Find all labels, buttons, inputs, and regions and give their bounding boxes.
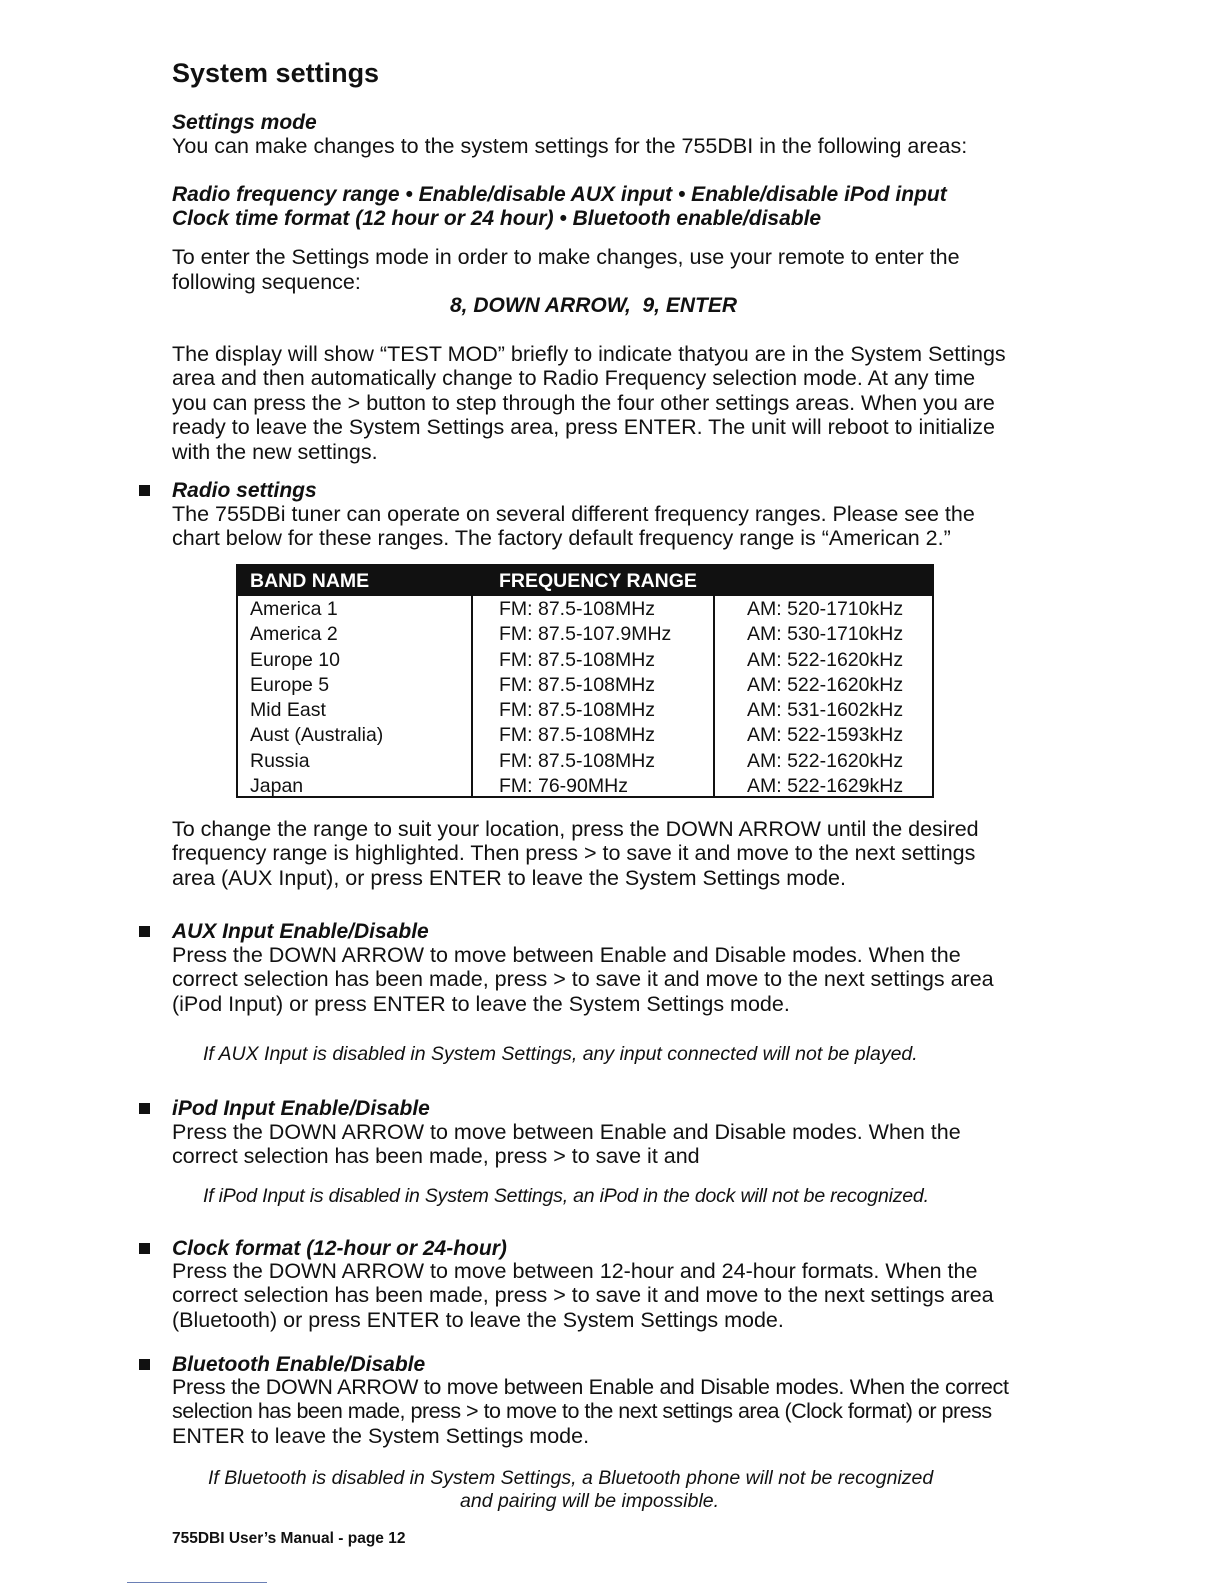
table-row <box>238 673 932 698</box>
clock-paragraph <box>172 1259 994 1332</box>
aux-paragraph <box>172 943 994 1016</box>
am-cell: AM: 522-1620kHz <box>747 673 904 696</box>
paragraph-line: ENTER to leave the System Settings mode. <box>172 1423 590 1448</box>
band-cell: America 2 <box>250 623 338 646</box>
enter-instructions-line-1: To enter the Settings mode in order to make changes, use your remote to enter the <box>172 245 960 269</box>
bullet-square-icon <box>139 926 150 937</box>
column-header-frequency-range: FREQUENCY RANGE <box>499 570 697 592</box>
key-sequence: 8, DOWN ARROW, 9, ENTER <box>450 294 738 317</box>
paragraph-line: Press the DOWN ARROW to move between 12-hour and 24-hour formats. When the <box>172 1259 978 1283</box>
paragraph-line: area (AUX Input), or press ENTER to leave the System Settings mode. <box>172 865 846 890</box>
radio-settings-heading: Radio settings <box>172 479 317 502</box>
fm-cell: FM: 87.5-108MHz <box>499 749 656 772</box>
fm-cell: FM: 87.5-108MHz <box>499 724 656 747</box>
am-cell: AM: 530-1710kHz <box>747 623 904 646</box>
paragraph-line: To change the range to suit your location, press the DOWN ARROW until the desired <box>172 817 979 841</box>
paragraph-line: The 755DBi tuner can operate on several different frequency ranges. Please see the <box>172 502 975 526</box>
table-header <box>238 566 932 596</box>
table-row <box>238 622 932 647</box>
paragraph-line: frequency range is highlighted. Then press > to save it and move to the next settings <box>172 841 976 866</box>
aux-heading: AUX Input Enable/Disable <box>172 920 429 943</box>
page-title: System settings <box>172 58 380 88</box>
column-header-band-name: BAND NAME <box>250 570 370 592</box>
band-cell: Mid East <box>250 699 326 722</box>
bluetooth-note-line-2: and pairing will be impossible. <box>460 1490 720 1512</box>
settings-areas-line-2: Clock time format (12 hour or 24 hour) • Bluetooth enable/disable <box>172 207 822 230</box>
footer-rule <box>127 1582 267 1583</box>
table-row <box>238 648 932 673</box>
am-cell: AM: 522-1629kHz <box>747 775 904 798</box>
table-row <box>238 774 932 799</box>
bullet-square-icon <box>139 485 150 496</box>
radio-paragraph <box>172 502 975 551</box>
paragraph-line: (iPod Input) or press ENTER to leave the System Settings mode. <box>172 991 790 1016</box>
ipod-paragraph <box>172 1120 961 1169</box>
paragraph-line: ready to leave the System Settings area, press ENTER. The unit will reboot to initialize <box>172 415 995 440</box>
table-body <box>238 597 932 799</box>
ipod-note: If iPod Input is disabled in System Settings, an iPod in the dock will not be recognized. <box>203 1185 929 1207</box>
paragraph-line: The display will show “TEST MOD” briefly to indicate thatyou are in the System Settings <box>172 342 1006 366</box>
am-cell: AM: 531-1602kHz <box>747 699 904 722</box>
bullet-square-icon <box>139 1243 150 1254</box>
paragraph-line: you can press the > button to step through the four other settings areas. When you are <box>172 390 995 415</box>
bullet-square-icon <box>139 1103 150 1114</box>
page-footer: 755DBI User’s Manual - page 12 <box>172 1530 406 1547</box>
fm-cell: FM: 87.5-107.9MHz <box>499 623 672 646</box>
paragraph-line: selection has been made, press > to move to the next settings area (Clock format) or press <box>172 1399 992 1424</box>
fm-cell: FM: 87.5-108MHz <box>499 648 656 671</box>
paragraph-line: Press the DOWN ARROW to move between Enable and Disable modes. When the <box>172 1120 961 1144</box>
paragraph-line: correct selection has been made, press > to save it and move to the next settings area <box>172 967 994 992</box>
ipod-heading: iPod Input Enable/Disable <box>172 1097 430 1120</box>
enter-instructions-line-2: following sequence: <box>172 270 361 294</box>
band-cell: America 1 <box>250 598 338 620</box>
table-row <box>238 698 932 723</box>
paragraph-line: Press the DOWN ARROW to move between Enable and Disable modes. When the correct <box>172 1375 1009 1399</box>
band-cell: Russia <box>250 749 310 772</box>
paragraph-line: area and then automatically change to Radio Frequency selection mode. At any time <box>172 366 976 391</box>
paragraph-line: (Bluetooth) or press ENTER to leave the System Settings mode. <box>172 1307 784 1332</box>
clock-heading: Clock format (12-hour or 24-hour) <box>172 1237 507 1260</box>
bluetooth-heading: Bluetooth Enable/Disable <box>172 1353 426 1376</box>
fm-cell: FM: 87.5-108MHz <box>499 673 656 696</box>
band-cell: Aust (Australia) <box>250 724 384 747</box>
settings-mode-heading: Settings mode <box>172 111 317 134</box>
band-cell: Europe 5 <box>250 673 330 696</box>
bluetooth-note-line-1: If Bluetooth is disabled in System Settings, a Bluetooth phone will not be recognized <box>208 1467 934 1489</box>
paragraph-line: Press the DOWN ARROW to move between Enable and Disable modes. When the <box>172 943 961 967</box>
band-cell: Europe 10 <box>250 648 340 671</box>
fm-cell: FM: 87.5-108MHz <box>499 699 656 722</box>
fm-cell: FM: 76-90MHz <box>499 775 628 798</box>
bullet-square-icon <box>139 1359 150 1370</box>
am-cell: AM: 522-1620kHz <box>747 648 904 671</box>
bluetooth-paragraph <box>172 1375 1009 1448</box>
table-row <box>238 597 932 622</box>
am-cell: AM: 522-1593kHz <box>747 724 904 747</box>
paragraph-line: chart below for these ranges. The factory default frequency range is “American 2.” <box>172 526 951 551</box>
paragraph-line: correct selection has been made, press > to save it and <box>172 1144 700 1169</box>
change-range-paragraph <box>172 817 979 890</box>
paragraph-line: with the new settings. <box>172 439 378 464</box>
am-cell: AM: 520-1710kHz <box>747 598 904 620</box>
band-cell: Japan <box>250 775 304 798</box>
settings-mode-intro: You can make changes to the system settings for the 755DBI in the following areas: <box>172 134 968 158</box>
fm-cell: FM: 87.5-108MHz <box>499 598 656 620</box>
settings-areas-line-1: Radio frequency range • Enable/disable AUX input • Enable/disable iPod input <box>172 183 947 206</box>
table-row <box>238 723 932 748</box>
aux-note: If AUX Input is disabled in System Settings, any input connected will not be played. <box>203 1043 918 1065</box>
frequency-range-table <box>236 564 934 798</box>
table-row <box>238 749 932 774</box>
display-paragraph <box>172 342 1006 464</box>
am-cell: AM: 522-1620kHz <box>747 749 904 772</box>
paragraph-line: correct selection has been made, press > to save it and move to the next settings area <box>172 1283 994 1308</box>
